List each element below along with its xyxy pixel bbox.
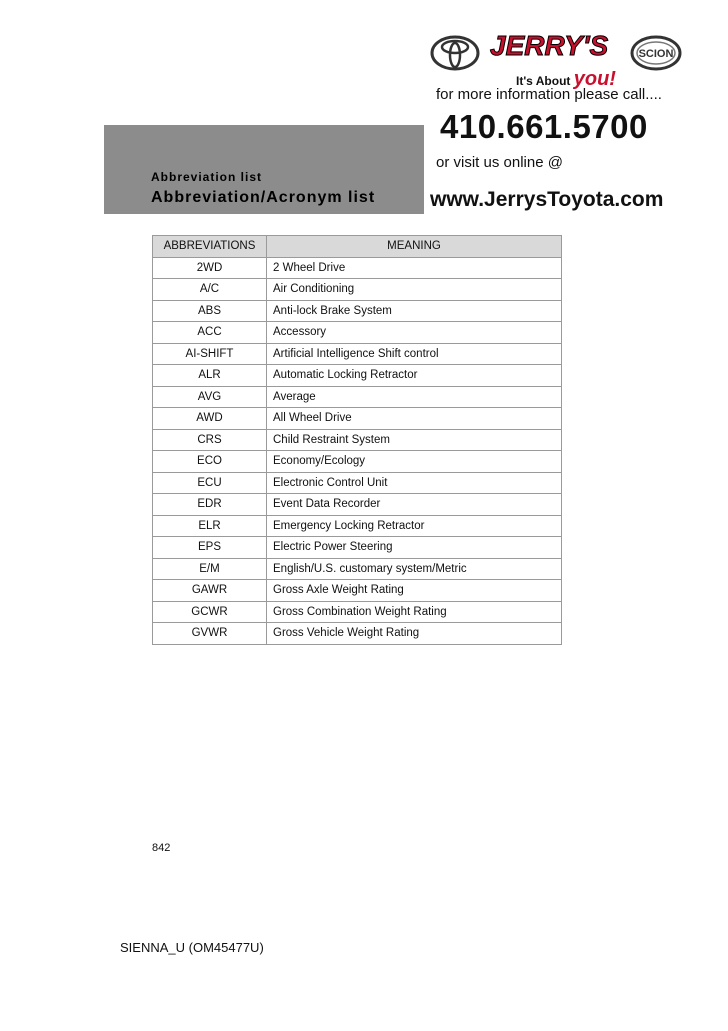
dealer-ad[interactable]	[424, 20, 686, 218]
table-row	[153, 558, 562, 580]
meaning-cell: Child Restraint System	[267, 429, 562, 451]
ad-call-text: for more information please call....	[436, 86, 662, 103]
table-row	[153, 515, 562, 537]
table-body	[153, 257, 562, 644]
meaning-cell: Gross Axle Weight Rating	[267, 580, 562, 602]
table-row	[153, 257, 562, 279]
meaning-cell: Electronic Control Unit	[267, 472, 562, 494]
abbreviation-cell: GVWR	[153, 623, 267, 645]
meaning-cell: Gross Vehicle Weight Rating	[267, 623, 562, 645]
abbreviation-cell: AVG	[153, 386, 267, 408]
table-row	[153, 365, 562, 387]
meaning-cell: All Wheel Drive	[267, 408, 562, 430]
ad-tagline-prefix: It's About	[516, 74, 571, 88]
table-row	[153, 429, 562, 451]
table-row	[153, 537, 562, 559]
meaning-cell: Electric Power Steering	[267, 537, 562, 559]
abbreviation-cell: ABS	[153, 300, 267, 322]
meaning-cell: Average	[267, 386, 562, 408]
table-row	[153, 343, 562, 365]
toyota-logo-icon	[430, 34, 480, 72]
table-row	[153, 623, 562, 645]
abbreviation-cell: ACC	[153, 322, 267, 344]
page-number: 842	[152, 842, 171, 854]
abbreviation-cell: A/C	[153, 279, 267, 301]
abbreviation-cell: ECO	[153, 451, 267, 473]
ad-phone[interactable]: 410.661.5700	[440, 108, 648, 145]
ad-visit-text: or visit us online @	[436, 154, 563, 171]
header-abbreviations: ABBREVIATIONS	[153, 236, 267, 258]
section-label: Abbreviation list	[151, 170, 263, 184]
abbreviation-cell: 2WD	[153, 257, 267, 279]
footer-document-code: SIENNA_U (OM45477U)	[120, 940, 264, 955]
abbreviation-cell: AWD	[153, 408, 267, 430]
table-row	[153, 451, 562, 473]
ad-brand: JERRY'S	[490, 30, 609, 61]
table-header-row	[153, 236, 562, 258]
abbreviation-cell: EPS	[153, 537, 267, 559]
table-row	[153, 300, 562, 322]
table-row	[153, 322, 562, 344]
abbreviation-cell: ALR	[153, 365, 267, 387]
abbreviation-cell: E/M	[153, 558, 267, 580]
abbreviation-cell: GCWR	[153, 601, 267, 623]
ad-website-link[interactable]: www.JerrysToyota.com	[430, 188, 664, 211]
abbreviation-cell: GAWR	[153, 580, 267, 602]
abbreviation-cell: CRS	[153, 429, 267, 451]
meaning-cell: Economy/Ecology	[267, 451, 562, 473]
abbreviation-table	[152, 235, 562, 645]
abbreviation-cell: ECU	[153, 472, 267, 494]
table-row	[153, 472, 562, 494]
meaning-cell: 2 Wheel Drive	[267, 257, 562, 279]
meaning-cell: Emergency Locking Retractor	[267, 515, 562, 537]
ad-tagline-emphasis: you!	[573, 68, 616, 90]
meaning-cell: Accessory	[267, 322, 562, 344]
meaning-cell: English/U.S. customary system/Metric	[267, 558, 562, 580]
meaning-cell: Gross Combination Weight Rating	[267, 601, 562, 623]
abbreviation-cell: AI-SHIFT	[153, 343, 267, 365]
scion-logo-text: SCION	[638, 48, 674, 60]
meaning-cell: Air Conditioning	[267, 279, 562, 301]
meaning-cell: Artificial Intelligence Shift control	[267, 343, 562, 365]
meaning-cell: Event Data Recorder	[267, 494, 562, 516]
page-title: Abbreviation/Acronym list	[151, 189, 376, 206]
table-row	[153, 601, 562, 623]
scion-logo-icon	[630, 34, 682, 72]
abbreviation-cell: EDR	[153, 494, 267, 516]
meaning-cell: Automatic Locking Retractor	[267, 365, 562, 387]
header-meaning: MEANING	[267, 236, 562, 258]
abbreviation-cell: ELR	[153, 515, 267, 537]
table-row	[153, 279, 562, 301]
meaning-cell: Anti-lock Brake System	[267, 300, 562, 322]
table-row	[153, 494, 562, 516]
table-row	[153, 408, 562, 430]
table-row	[153, 386, 562, 408]
table-row	[153, 580, 562, 602]
